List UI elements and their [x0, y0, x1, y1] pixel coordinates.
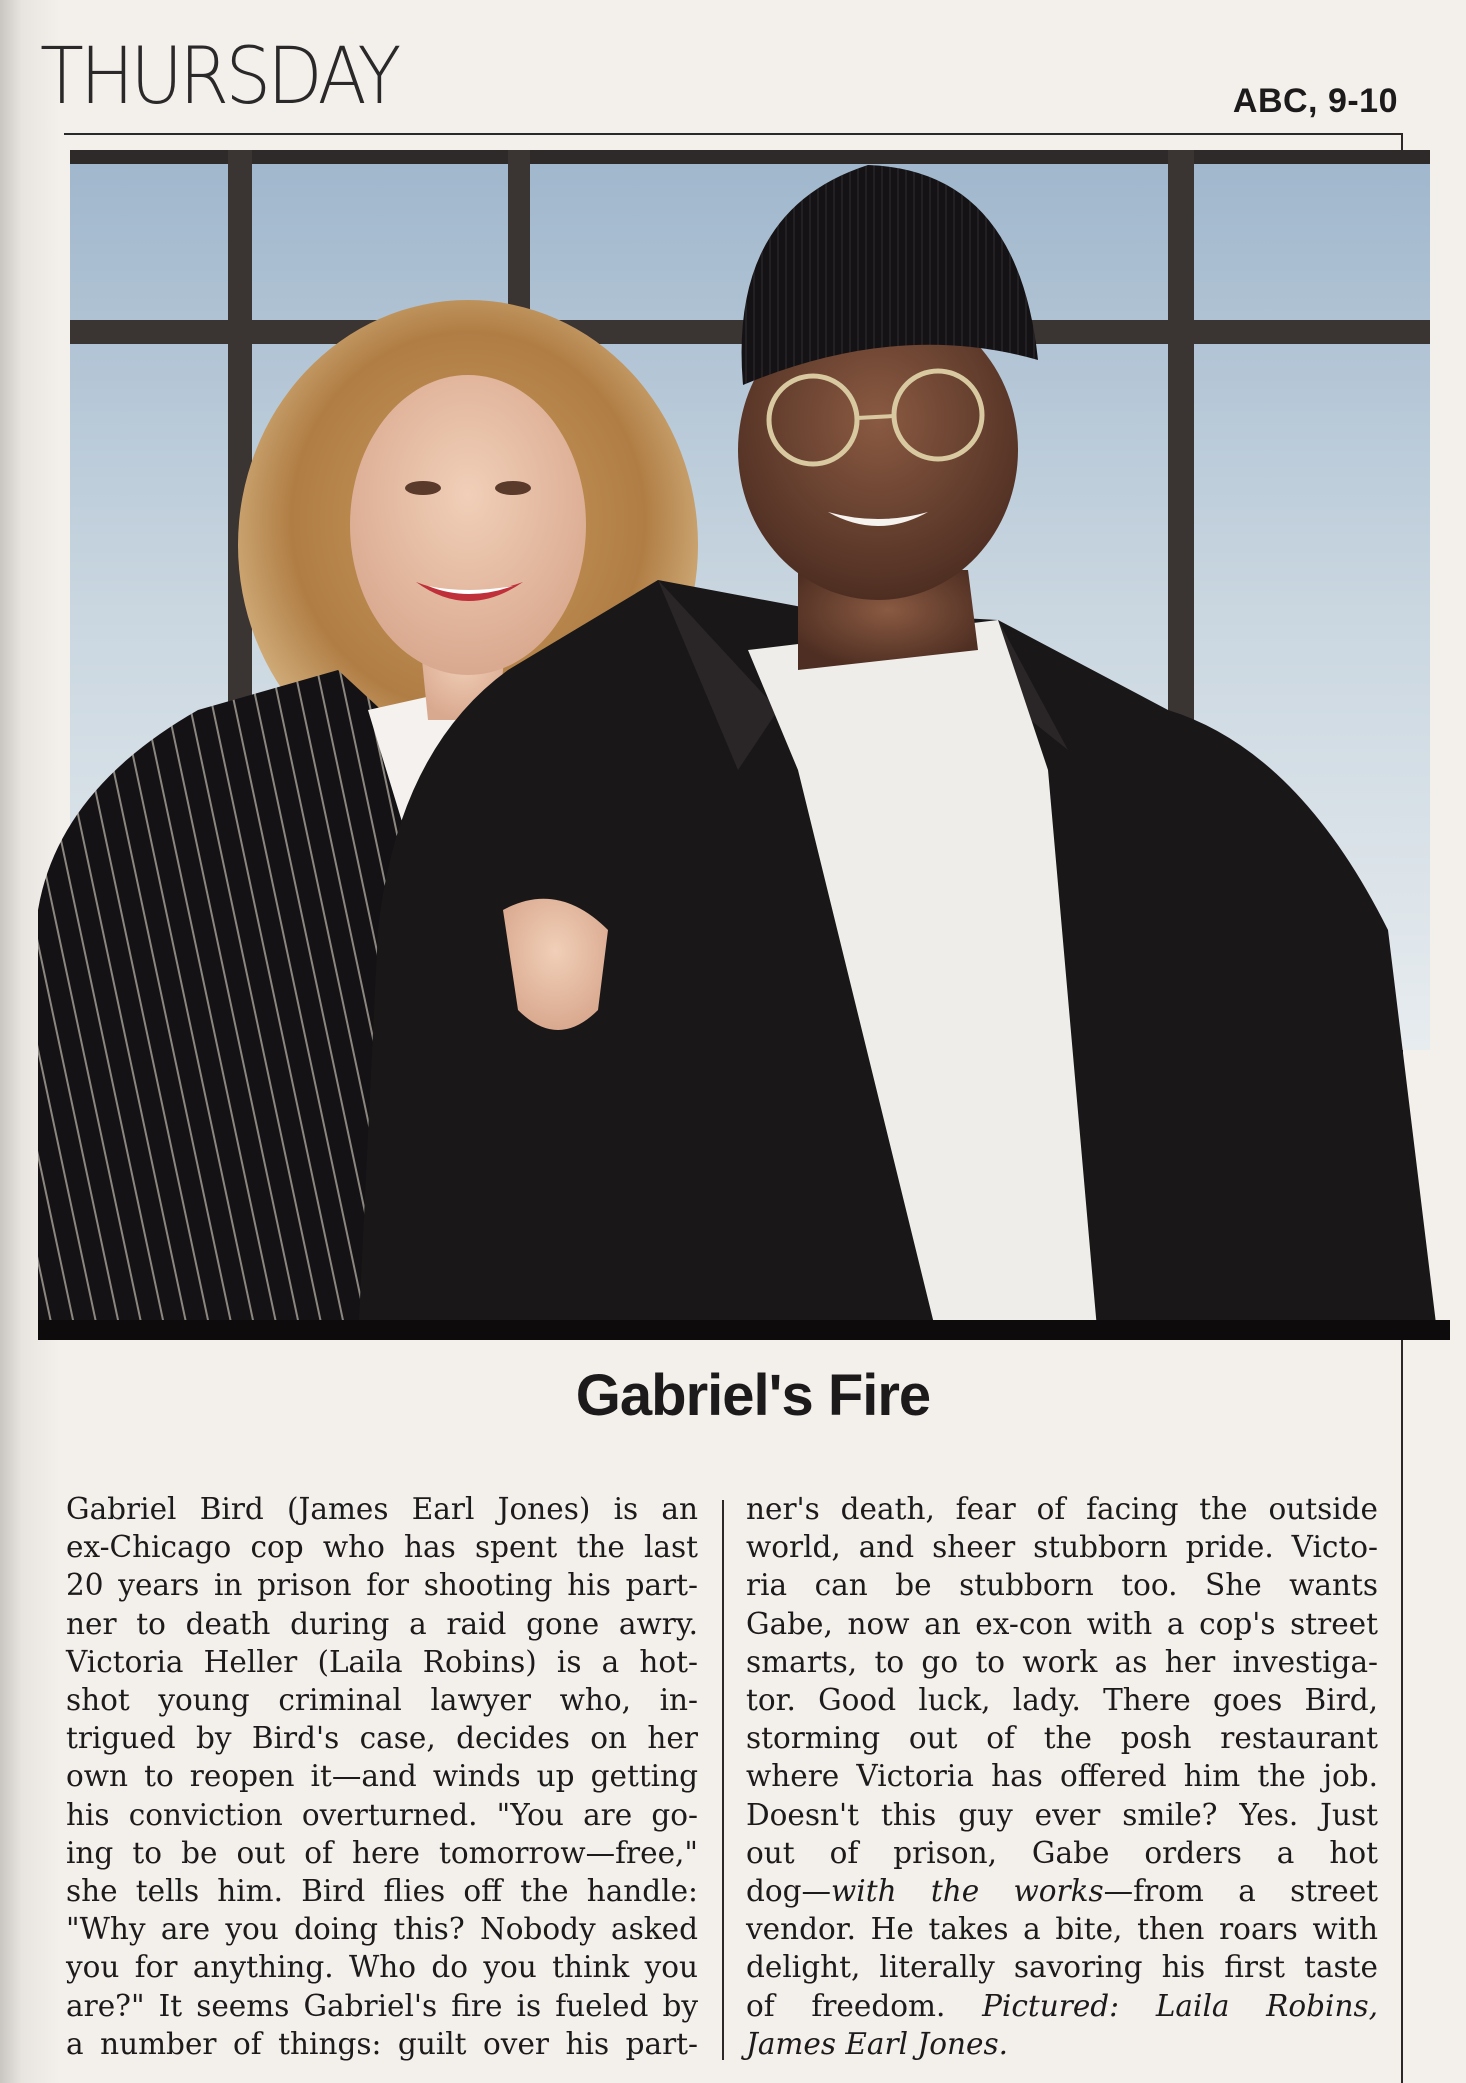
article-line: his conviction overturned. "You are go-	[66, 1797, 698, 1832]
article-line	[746, 1872, 1378, 1910]
photo-credit: Pictured: Laila Robins,	[982, 1988, 1378, 2023]
article-column-left	[66, 1490, 698, 2063]
article-line: world, and sheer stubborn pride. Victo-	[746, 1530, 1378, 1565]
column-divider	[722, 1500, 724, 2060]
article-line: "Why are you doing this? Nobody asked	[66, 1912, 698, 1947]
article-line: own to reopen it—and winds up getting	[66, 1759, 698, 1794]
article-line: smarts, to go to work as her investiga-	[746, 1644, 1378, 1679]
line-text: dog—	[746, 1874, 832, 1909]
photo-credit: James Earl Jones.	[746, 2026, 1008, 2061]
article-line: out of prison, Gabe orders a hot	[746, 1835, 1378, 1870]
article-line: Gabe, now an ex-con with a cop's street	[746, 1606, 1378, 1641]
article-line: she tells him. Bird flies off the handle:	[66, 1874, 698, 1909]
photo-two-people-icon	[38, 150, 1450, 1340]
article-line: 20 years in prison for shooting his part-	[66, 1568, 698, 1603]
article-line	[746, 1987, 1378, 2025]
article-line: Doesn't this guy ever smile? Yes. Just	[746, 1797, 1378, 1832]
article-line	[746, 2025, 1378, 2063]
article-line: vendor. He takes a bite, then roars with	[746, 1912, 1378, 1947]
network-time: ABC, 9-10	[1232, 82, 1398, 120]
show-title: Gabriel's Fire	[575, 1363, 931, 1428]
day-heading: THURSDAY	[40, 32, 398, 122]
article-line: you for anything. Who do you think you	[66, 1950, 698, 1985]
article-line: a number of things: guilt over his part-	[66, 2026, 698, 2061]
article-line: are?" It seems Gabriel's fire is fueled by	[66, 1988, 698, 2023]
article-line: Victoria Heller (Laila Robins) is a hot-	[66, 1644, 698, 1679]
article-line: ing to be out of here tomorrow—free,"	[66, 1835, 698, 1870]
article-line: trigued by Bird's case, decides on her	[66, 1721, 698, 1756]
top-rule	[64, 133, 1402, 135]
article-column-right	[746, 1490, 1378, 2063]
article-line: delight, literally savoring his first taste	[746, 1950, 1378, 1985]
article-line: ner to death during a raid gone awry.	[66, 1606, 698, 1641]
article-line: Gabriel Bird (James Earl Jones) is an	[66, 1492, 698, 1526]
line-text: —from a street	[1103, 1874, 1379, 1909]
article-line: tor. Good luck, lady. There goes Bird,	[746, 1683, 1378, 1718]
article-line: shot young criminal lawyer who, in-	[66, 1683, 698, 1718]
cast-photo	[38, 150, 1450, 1340]
line-text: of freedom.	[746, 1988, 983, 2023]
article-line: where Victoria has offered him the job.	[746, 1759, 1378, 1794]
italic-phrase: with the works	[831, 1874, 1104, 1909]
article-line: storming out of the posh restaurant	[746, 1721, 1378, 1756]
article-line: ria can be stubborn too. She wants	[746, 1568, 1378, 1603]
article-line: ex-Chicago cop who has spent the last	[66, 1530, 698, 1565]
article-line: ner's death, fear of facing the outside	[746, 1492, 1378, 1526]
